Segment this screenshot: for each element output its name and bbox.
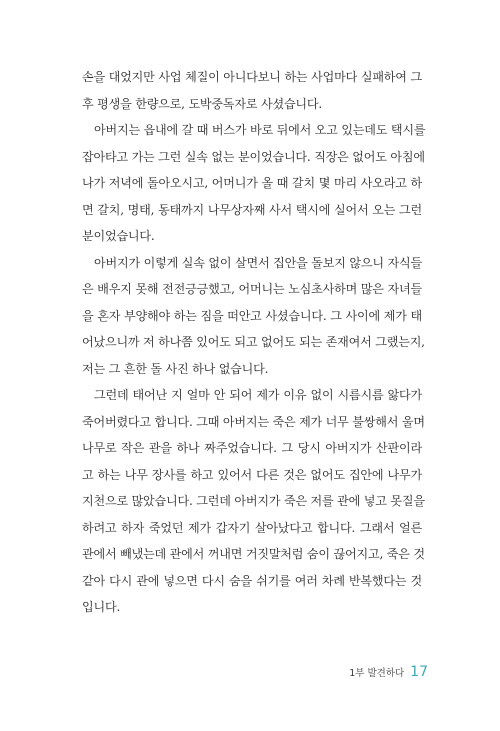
- text-line: 입니다.: [82, 600, 121, 614]
- text-line: 하려고 하자 죽었던 제가 갑자기 살아났다고 합니다. 그래서 얼른: [82, 520, 422, 535]
- text-line: 같아 다시 관에 넣으면 다시 숨을 쉬기를 여러 차례 반복했다는 것: [82, 573, 422, 588]
- text-line: 손을 대었지만 사업 체질이 아니다보니 하는 사업마다 실패하여 그: [82, 70, 422, 84]
- text-line: 관에서 빼냈는데 관에서 꺼내면 거짓말처럼 숨이 끊어지고, 죽은 것: [82, 547, 425, 561]
- text-line: 고 하는 나무 장사를 하고 있어서 다른 것은 없어도 집안에 나무가: [82, 467, 422, 482]
- text-line: 아버지가 이렇게 실속 없이 살면서 집안을 돌보지 않으니 자식들: [94, 255, 422, 270]
- paragraph: [82, 250, 425, 383]
- text-line: 지천으로 많았습니다. 그런데 아버지가 죽은 저를 관에 넣고 못질을: [82, 494, 425, 508]
- page-footer: [349, 664, 428, 684]
- text-line: 은 배우지 못해 전전긍긍했고, 어머니는 노심초사하며 많은 자녀들: [82, 282, 422, 296]
- text-line: 면 갈치, 명태, 동태까지 나무상자째 사서 택시에 실어서 오는 그런: [82, 202, 422, 217]
- text-line: 죽어버렸다고 합니다. 그때 아버지는 죽은 제가 너무 불쌍해서 울며: [82, 414, 425, 429]
- footer-section-title: 1부 발견하다: [349, 668, 405, 679]
- text-line: 후 평생을 한량으로, 도박중독자로 사셨습니다.: [82, 96, 323, 111]
- text-line: 나가 저녁에 돌아오시고, 어머니가 올 때 갈치 몇 마리 사오라고 하: [82, 176, 422, 190]
- text-line: 그런데 태어난 지 얼마 안 되어 제가 이유 없이 시름시름 앓다가: [94, 388, 422, 402]
- text-line: 나무로 작은 관을 하나 짜주었습니다. 그 당시 아버지가 산판이라: [82, 441, 422, 455]
- text-line: 을 혼자 부양해야 하는 짐을 떠안고 사셨습니다. 그 사이에 제가 태: [82, 308, 422, 323]
- body-text: [82, 64, 426, 621]
- paragraph: [82, 117, 426, 250]
- paragraph: [82, 382, 425, 621]
- text-line: 저는 그 흔한 돌 사진 하나 없습니다.: [82, 361, 269, 376]
- page-number: 17: [410, 664, 428, 680]
- paragraph: [82, 64, 422, 117]
- text-line: 분이었습니다.: [82, 229, 155, 243]
- text-line: 잡아타고 가는 그런 실속 없는 분이었습니다. 직장은 없어도 아침에: [82, 149, 425, 164]
- text-line: 아버지는 읍내에 갈 때 버스가 바로 뒤에서 오고 있는데도 택시를: [94, 123, 426, 137]
- text-line: 어났으니까 저 하나쯤 있어도 되고 없어도 되는 존재여서 그랬는지,: [82, 335, 425, 349]
